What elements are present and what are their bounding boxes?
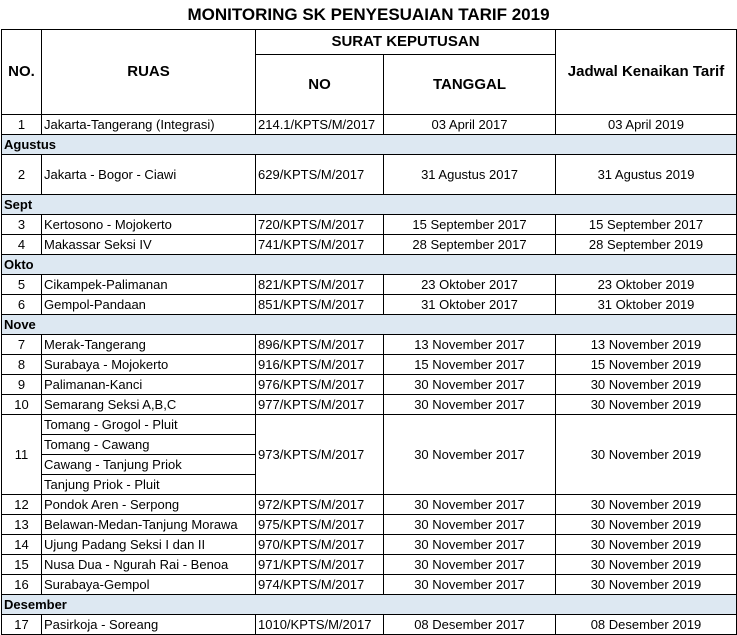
cell-sk-no: 214.1/KPTS/M/2017 [256,115,384,135]
table-row [2,235,737,255]
cell-ruas: Nusa Dua - Ngurah Rai - Benoa [42,555,256,575]
cell-tanggal: 28 September 2017 [384,235,556,255]
page-title: MONITORING SK PENYESUAIAN TARIF 2019 [187,5,550,24]
cell-sk-no: 970/KPTS/M/2017 [256,535,384,555]
cell-ruas: Merak-Tangerang [42,335,256,355]
cell-tanggal: 30 November 2017 [384,375,556,395]
cell-jadwal: 13 November 2019 [556,335,737,355]
table-row [2,335,737,355]
cell-sk-no: 851/KPTS/M/2017 [256,295,384,315]
month-row [2,315,737,335]
month-label: Agustus [2,135,737,155]
cell-ruas: Ujung Padang Seksi I dan II [42,535,256,555]
cell-sk-no: 976/KPTS/M/2017 [256,375,384,395]
cell-tanggal: 13 November 2017 [384,335,556,355]
cell-ruas: Jakarta-Tangerang (Integrasi) [42,115,256,135]
cell-ruas: Cawang - Tanjung Priok [42,455,256,475]
cell-sk-no: 977/KPTS/M/2017 [256,395,384,415]
cell-tanggal: 30 November 2017 [384,495,556,515]
cell-tanggal: 08 Desember 2017 [384,615,556,635]
cell-tanggal: 30 November 2017 [384,395,556,415]
cell-jadwal: 30 November 2019 [556,495,737,515]
header-surat-keputusan: SURAT KEPUTUSAN [256,30,556,55]
cell-sk-no: 720/KPTS/M/2017 [256,215,384,235]
table-row [2,535,737,555]
table-row [2,155,737,195]
month-label: Nove [2,315,737,335]
cell-jadwal: 30 November 2019 [556,375,737,395]
cell-no: 10 [2,395,42,415]
cell-jadwal: 08 Desember 2019 [556,615,737,635]
cell-no: 5 [2,275,42,295]
cell-no: 11 [2,415,42,495]
table-row [2,215,737,235]
month-row [2,135,737,155]
cell-sk-no: 821/KPTS/M/2017 [256,275,384,295]
month-label: Sept [2,195,737,215]
cell-jadwal: 28 September 2019 [556,235,737,255]
month-row [2,255,737,275]
cell-no: 17 [2,615,42,635]
table-row [2,515,737,535]
cell-jadwal: 30 November 2019 [556,535,737,555]
cell-sk-no: 916/KPTS/M/2017 [256,355,384,375]
cell-jadwal: 31 Oktober 2019 [556,295,737,315]
cell-ruas: Pondok Aren - Serpong [42,495,256,515]
cell-tanggal: 03 April 2017 [384,115,556,135]
cell-no: 14 [2,535,42,555]
cell-no: 16 [2,575,42,595]
table-row [2,355,737,375]
cell-ruas: Palimanan-Kanci [42,375,256,395]
table-row [2,495,737,515]
month-row [2,595,737,615]
table-row [2,375,737,395]
table-row [2,615,737,635]
cell-ruas: Surabaya - Mojokerto [42,355,256,375]
month-label: Okto [2,255,737,275]
month-row [2,195,737,215]
header-sk-no: NO [256,55,384,115]
cell-no: 15 [2,555,42,575]
table-body [2,115,737,635]
cell-jadwal: 15 September 2017 [556,215,737,235]
cell-jadwal: 30 November 2019 [556,555,737,575]
tariff-table [1,29,737,635]
month-label: Desember [2,595,737,615]
cell-sk-no: 896/KPTS/M/2017 [256,335,384,355]
cell-tanggal: 15 November 2017 [384,355,556,375]
cell-ruas: Cikampek-Palimanan [42,275,256,295]
cell-sk-no: 741/KPTS/M/2017 [256,235,384,255]
cell-no: 12 [2,495,42,515]
table-row [2,555,737,575]
cell-tanggal: 23 Oktober 2017 [384,275,556,295]
cell-jadwal: 15 November 2019 [556,355,737,375]
header-ruas: RUAS [42,30,256,115]
cell-sk-no: 975/KPTS/M/2017 [256,515,384,535]
cell-sk-no: 973/KPTS/M/2017 [256,415,384,495]
cell-no: 6 [2,295,42,315]
cell-no: 13 [2,515,42,535]
cell-sk-no: 972/KPTS/M/2017 [256,495,384,515]
cell-no: 9 [2,375,42,395]
cell-ruas: Belawan-Medan-Tanjung Morawa [42,515,256,535]
table-row [2,575,737,595]
cell-no: 8 [2,355,42,375]
header-no: NO. [2,30,42,115]
cell-tanggal: 30 November 2017 [384,555,556,575]
cell-tanggal: 30 November 2017 [384,535,556,555]
cell-ruas: Gempol-Pandaan [42,295,256,315]
cell-sk-no: 974/KPTS/M/2017 [256,575,384,595]
table-row [2,395,737,415]
cell-no: 1 [2,115,42,135]
table-row [2,275,737,295]
cell-ruas: Tanjung Priok - Pluit [42,475,256,495]
cell-jadwal: 30 November 2019 [556,395,737,415]
cell-ruas: Pasirkoja - Soreang [42,615,256,635]
cell-ruas: Semarang Seksi A,B,C [42,395,256,415]
cell-jadwal: 31 Agustus 2019 [556,155,737,195]
cell-ruas: Tomang - Grogol - Pluit [42,415,256,435]
header-tanggal: TANGGAL [384,55,556,115]
cell-no: 2 [2,155,42,195]
cell-ruas: Tomang - Cawang [42,435,256,455]
cell-jadwal: 30 November 2019 [556,575,737,595]
cell-sk-no: 971/KPTS/M/2017 [256,555,384,575]
table-row [2,415,737,435]
cell-tanggal: 15 September 2017 [384,215,556,235]
cell-jadwal: 30 November 2019 [556,415,737,495]
cell-sk-no: 1010/KPTS/M/2017 [256,615,384,635]
table-row [2,295,737,315]
cell-tanggal: 30 November 2017 [384,415,556,495]
cell-no: 7 [2,335,42,355]
cell-sk-no: 629/KPTS/M/2017 [256,155,384,195]
cell-ruas: Surabaya-Gempol [42,575,256,595]
cell-no: 4 [2,235,42,255]
table-row [2,115,737,135]
header-jadwal: Jadwal Kenaikan Tarif [556,30,737,115]
cell-ruas: Kertosono - Mojokerto [42,215,256,235]
cell-tanggal: 30 November 2017 [384,575,556,595]
cell-no: 3 [2,215,42,235]
cell-tanggal: 31 Oktober 2017 [384,295,556,315]
cell-tanggal: 31 Agustus 2017 [384,155,556,195]
cell-ruas: Jakarta - Bogor - Ciawi [42,155,256,195]
cell-ruas: Makassar Seksi IV [42,235,256,255]
cell-jadwal: 30 November 2019 [556,515,737,535]
cell-jadwal: 03 April 2019 [556,115,737,135]
cell-jadwal: 23 Oktober 2019 [556,275,737,295]
cell-tanggal: 30 November 2017 [384,515,556,535]
